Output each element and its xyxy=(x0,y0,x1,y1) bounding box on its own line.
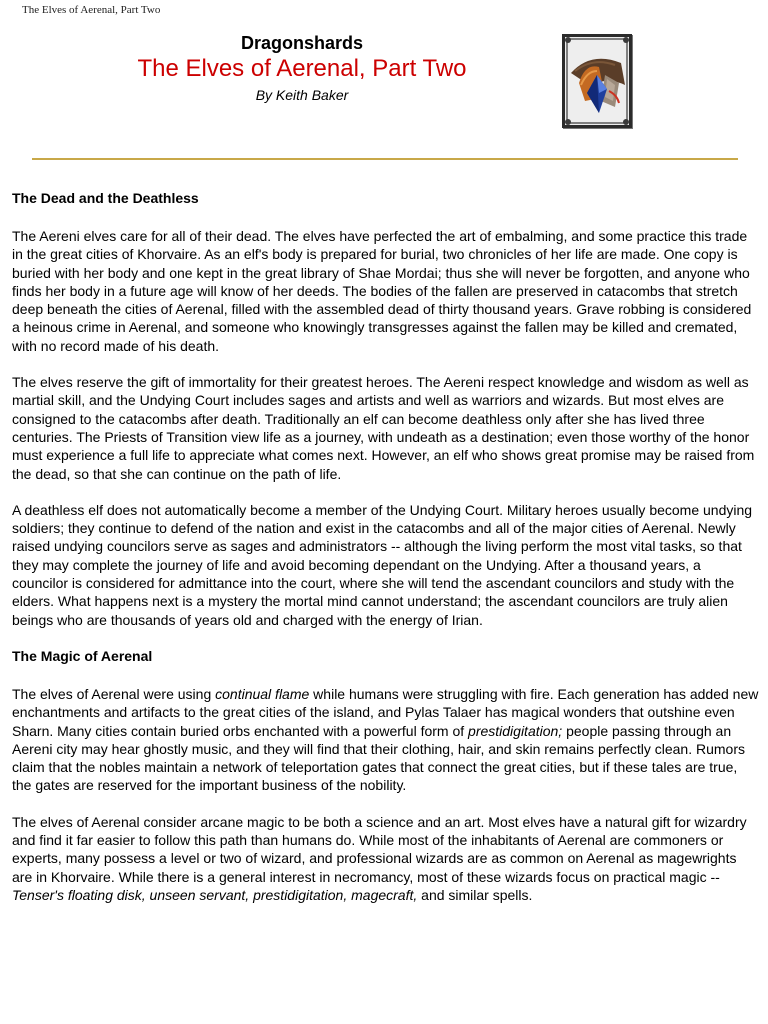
text-run: and similar spells. xyxy=(417,886,533,903)
text-run: The elves of Aerenal consider arcane magic to be both a science and an art. Most elves have a natural gift for wizardry and find it far easier to follow this path than humans do. While most of the inhabitants of Aerenal are commoners or experts, many possess a level or two of wizard, and professional wizards are as common on Aerenal as magewrights are in Khorvaire. While there is a general interest in necromancy, most of these wizards focus on practical magic -- xyxy=(12,813,747,885)
header-divider xyxy=(32,158,738,160)
text-run: The elves of Aerenal were using xyxy=(12,685,216,702)
spell-name: prestidigitation; xyxy=(468,722,563,739)
spell-list: Tenser's floating disk, unseen servant, prestidigitation, magecraft, xyxy=(12,886,418,903)
paragraph: The Aereni elves care for all of their dead. The elves have perfected the art of embalming, and some practice this trade in the great cities of Khorvaire. As an elf's body is prepared for burial, two chronicles of her life are made. One copy is buried with her body and one kept in the great library of Shae Mordai; thus she will never be forgotten, and anyone who finds her body in a future age will know of her deeds. The bodies of the fallen are preserved in catacombs that stretch deep beneath the cities of Aerenal, filled with the assembled dead of thirty thousand years. Grave robbing is considered a heinous crime in Aerenal, and someone who knowingly transgresses against the fallen may be killed and cremated, with no record made of his death. xyxy=(12,228,752,354)
dragonshard-crystal-icon xyxy=(562,34,632,128)
paragraph: A deathless elf does not automatically become a member of the Undying Court. Military heroes usually become undying soldiers; they continue to defend of the nation and exist in the catacombs and all of the major cities of Aerenal. Newly raised undying councilors serve as sages and administrators -- although the living perform the most vital tasks, so that they may complete the journey of life and avoid becoming dependant on the Undying. After a thousand years, a councilor is considered for admittance into the court, where she will tend the ascendant councilors and study with the elders. What happens next is a mystery the mortal mind cannot understand; the ascendant councilors are truly alien beings who are thousands of years old and charged with the energy of Irian. xyxy=(12,501,753,628)
section-heading-dead: The Dead and the Deathless xyxy=(12,190,199,206)
spell-name: continual flame xyxy=(215,685,310,702)
text-run: people passing through an Aereni city may hear ghostly music, and they will find that their clothing, hair, and skin remains perfectly clean. Rumors claim that the nobles maintain a network of teleportation gates that connect the great cities, but if these tales are true, the gates are reserved for the important business of the nobility. xyxy=(12,722,745,794)
paragraph: The elves reserve the gift of immortality for their greatest heroes. The Aereni respect knowledge and wisdom as well as martial skill, and the Undying Court includes sages and artists and well as warriors and wizards. But most elves are consigned to the catacombs after death. Traditionally an elf can become deathless only after she has lived three centuries. The Priests of Transition view life as a journey, with undeath as a destination; even those worthy of the honor must experience a full life to appreciate what comes next. However, an elf who shows great promise may be raised from the dead, so that she can continue on the path of life. xyxy=(12,374,755,482)
section-heading-magic: The Magic of Aerenal xyxy=(12,647,153,664)
series-title: Dragonshards xyxy=(240,33,364,53)
article-title: The Elves of Aerenal, Part Two xyxy=(137,55,467,82)
article-header xyxy=(0,32,604,104)
paragraph xyxy=(12,685,760,795)
article-body xyxy=(12,189,760,922)
text-run: while humans were struggling with fire. Each generation has added new enchantments and artifacts to the great cities of the island, and Pylas Talaer has magical wonders that outshine even Sharn. Many cities contain buried orbs enchanted with a powerful form of xyxy=(12,685,759,739)
byline: By Keith Baker xyxy=(255,87,349,103)
running-head: The Elves of Aerenal, Part Two xyxy=(22,4,161,16)
paragraph xyxy=(12,813,760,904)
